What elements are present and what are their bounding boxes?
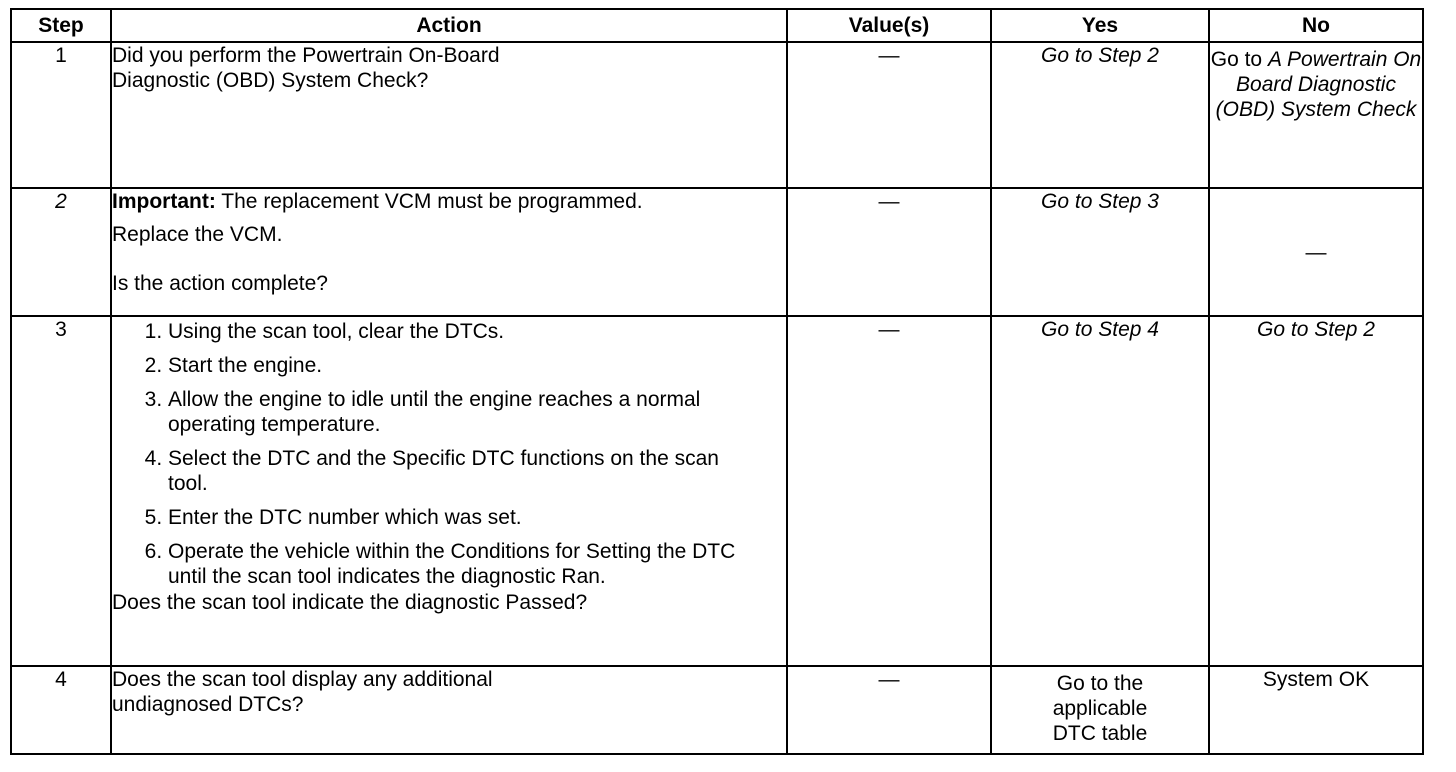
list-item: 2. Start the engine. [168,353,786,378]
action-text [111,42,787,188]
step-number: 3 [11,316,111,666]
action-question: Did you perform the Powertrain On-Board Diagnostic (OBD) System Check? [112,44,500,92]
action-text [111,316,787,666]
no-link-go-to-step-2[interactable]: Go to Step 2 [1257,318,1375,341]
header-yes: Yes [991,9,1209,42]
step-number: 4 [11,666,111,754]
action-question: Does the scan tool display any additional undiagnosed DTCs? [112,668,493,716]
procedure-list [112,319,786,589]
no-cell [1209,42,1423,188]
yes-cell [991,42,1209,188]
table-row-step-1 [11,42,1423,188]
no-result-system-ok: System OK [1262,668,1370,691]
action-question: Does the scan tool indicate the diagnostic Passed? [112,591,588,614]
list-item: 3. Allow the engine to idle until the engine reaches a normal operating temperature. [168,387,728,437]
important-text: The replacement VCM must be programmed. [221,190,643,213]
header-step: Step [11,9,111,42]
header-action: Action [111,9,787,42]
yes-link-go-to-step-3[interactable]: Go to Step 3 [1041,190,1159,213]
value-dash: — [878,668,900,691]
value-cell [787,666,991,754]
value-dash: — [878,44,900,67]
table-row-step-2 [11,188,1423,316]
value-dash: — [878,190,900,213]
diagnostic-table-document [10,8,1422,756]
yes-link-go-to-step-4[interactable]: Go to Step 4 [1041,318,1159,341]
step-number: 2 [11,188,111,316]
yes-cell [991,666,1209,754]
no-link-obd-system-check[interactable]: A Powertrain On Board Diagnostic (OBD) System Check [1215,48,1422,121]
header-row [11,9,1423,42]
list-item: 1. Using the scan tool, clear the DTCs. [168,319,786,344]
diagnostic-table [10,8,1424,755]
step-number: 1 [11,42,111,188]
no-cell [1209,316,1423,666]
table-row-step-4 [11,666,1423,754]
action-line: Replace the VCM. [112,223,283,246]
no-cell [1209,188,1423,316]
action-text [111,666,787,754]
list-item: 4. Select the DTC and the Specific DTC functions on the scan tool. [168,446,728,496]
no-prefix: Go to [1210,48,1263,71]
header-no: No [1209,9,1423,42]
list-item: 5. Enter the DTC number which was set. [168,505,786,530]
yes-link-go-to-step-2[interactable]: Go to Step 2 [1041,44,1159,67]
value-dash: — [878,318,900,341]
important-label: Important: [112,190,216,213]
important-note [112,189,786,214]
yes-link-applicable-dtc-table[interactable]: Go to the applicable DTC table [1052,672,1148,745]
no-cell [1209,666,1423,754]
value-cell [787,316,991,666]
action-text [111,188,787,316]
no-dash: — [1305,240,1327,264]
value-cell [787,42,991,188]
header-values: Value(s) [787,9,991,42]
list-item: 6. Operate the vehicle within the Conditions for Setting the DTC until the scan tool indicates the diagnostic Ran. [168,539,758,589]
value-cell [787,188,991,316]
action-question: Is the action complete? [112,272,328,295]
yes-cell [991,188,1209,316]
yes-cell [991,316,1209,666]
table-row-step-3 [11,316,1423,666]
